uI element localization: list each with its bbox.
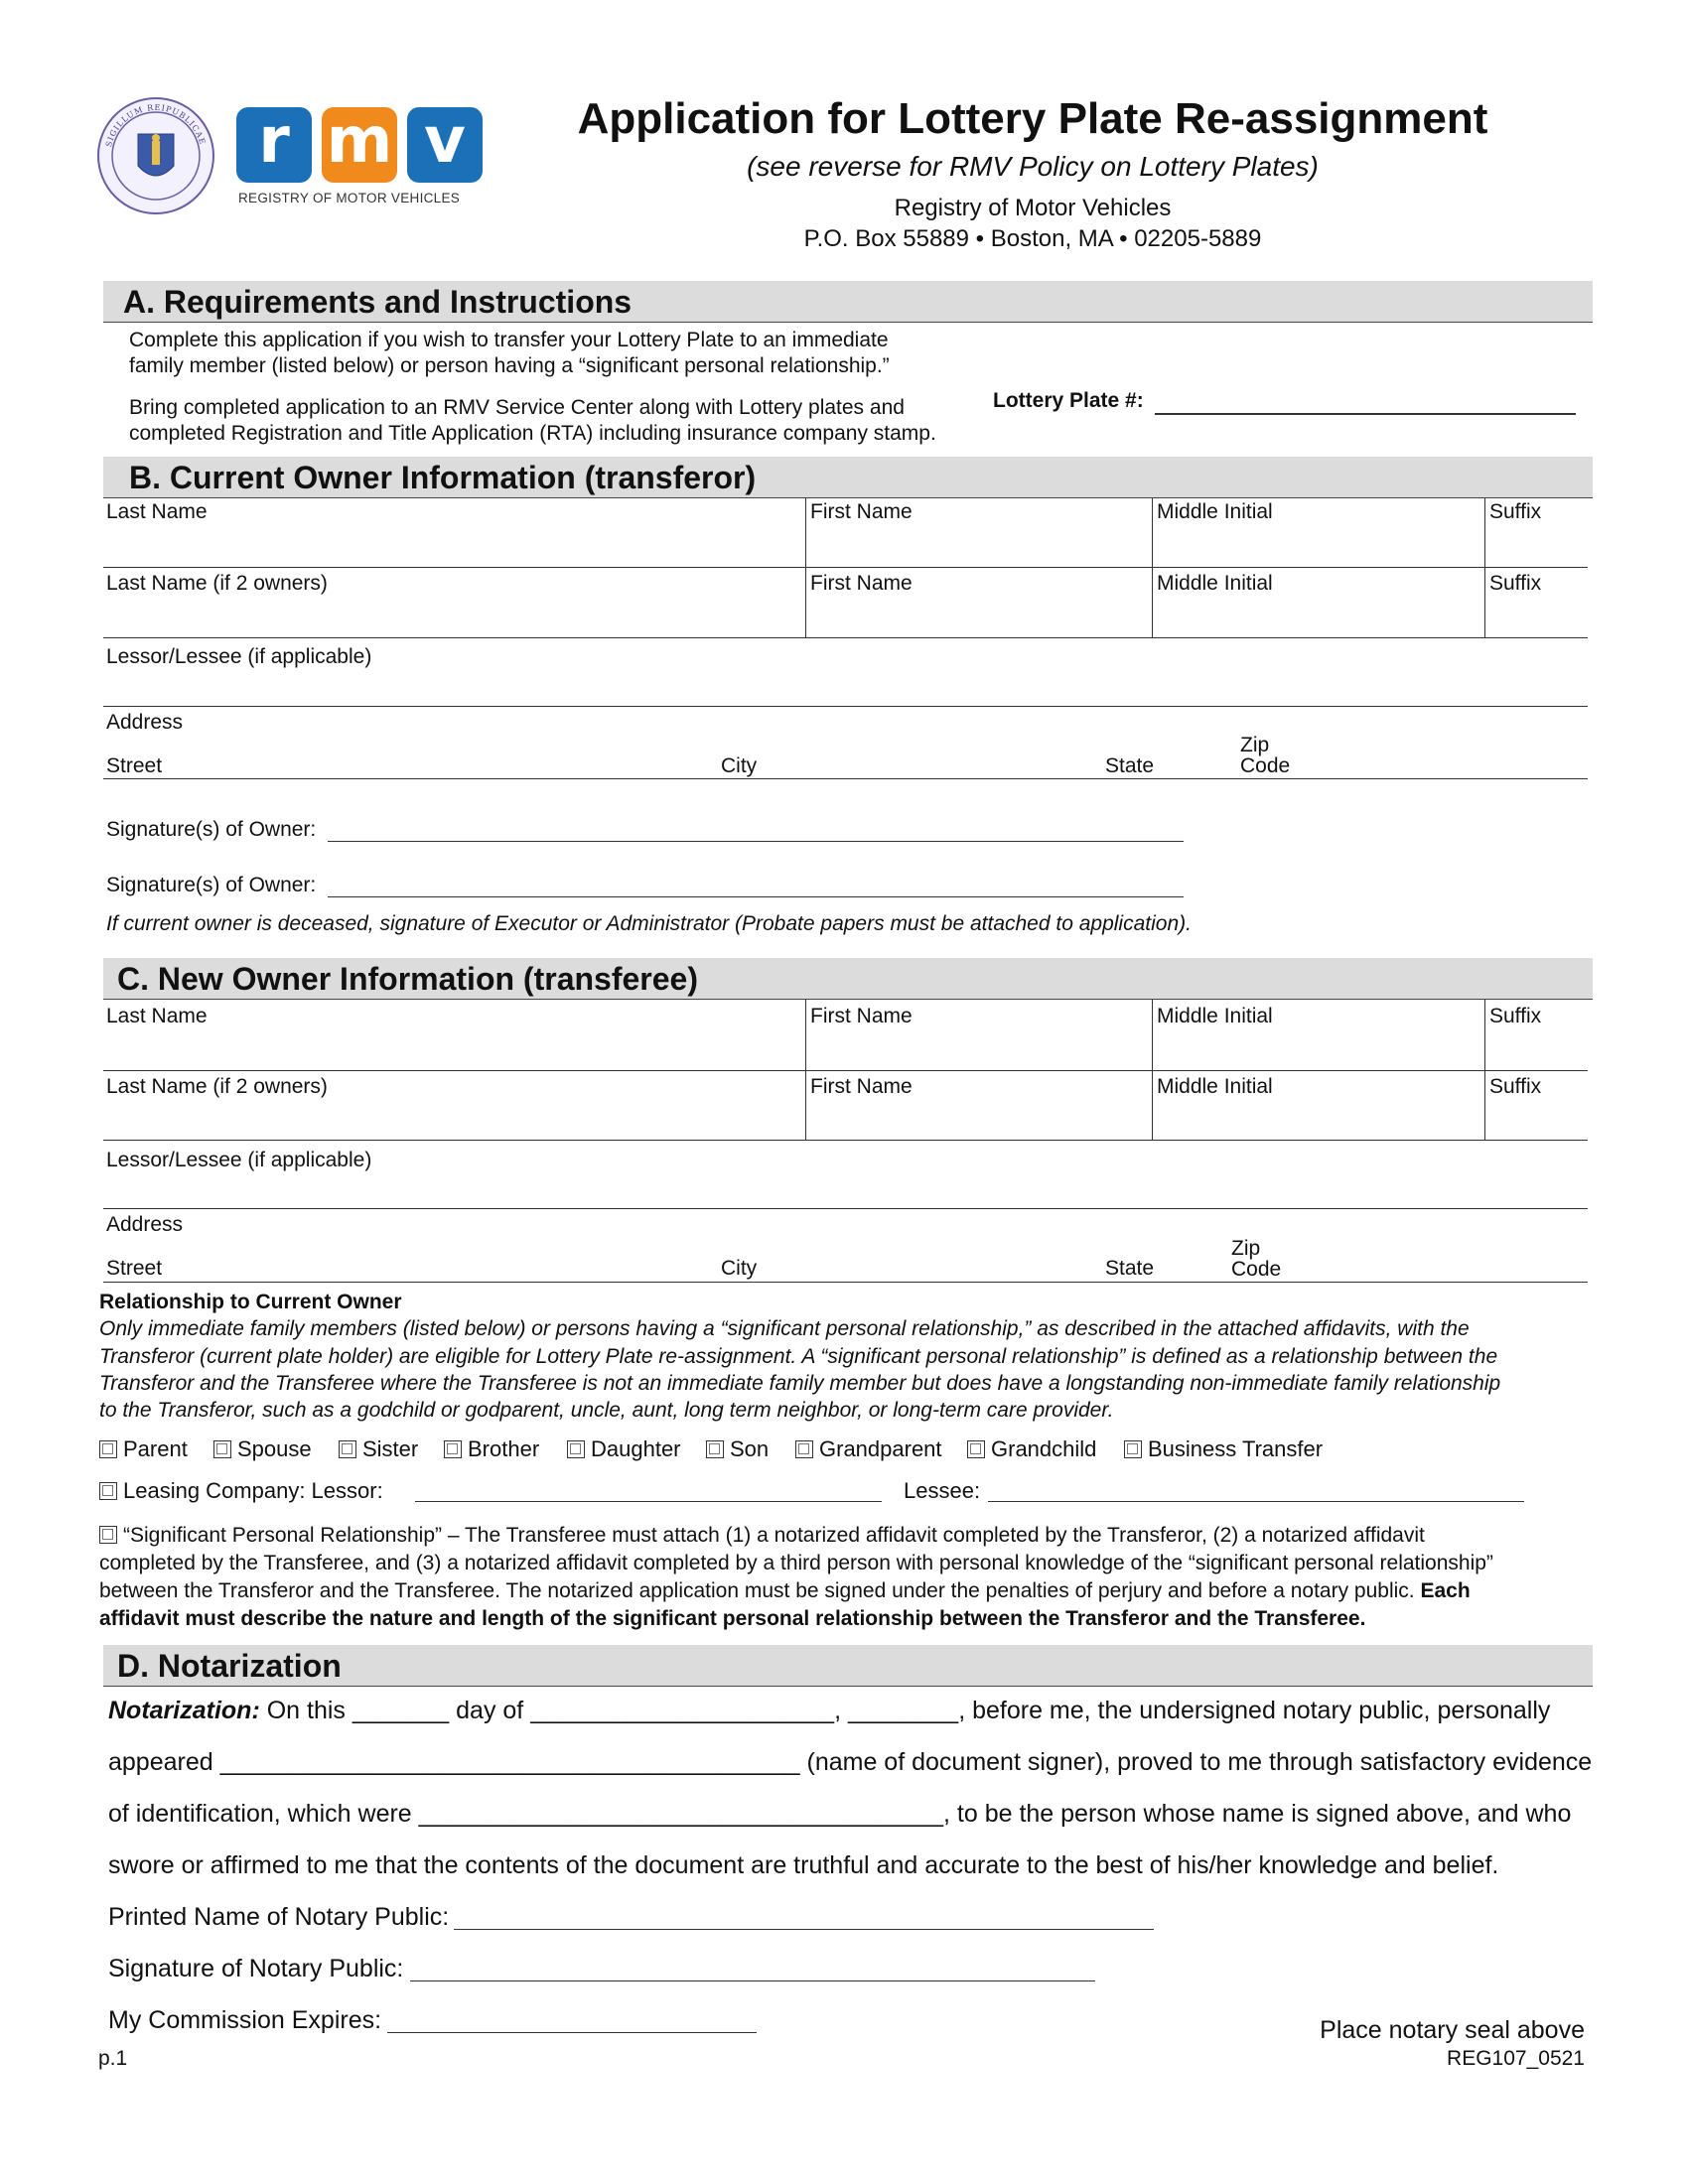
option-sister[interactable] <box>339 1436 418 1462</box>
lottery-plate-label: Lottery Plate #: <box>993 389 1144 412</box>
c-zip-label <box>1231 1238 1281 1280</box>
c-state-label: State <box>1105 1257 1155 1280</box>
relationship-text-3: Transferor and the Transferee where the Transferee is not an immediate family member but does have a longstanding non-immediate family relationship <box>99 1372 1501 1395</box>
option-label: Spouse <box>237 1436 312 1461</box>
checkbox[interactable] <box>99 1526 117 1544</box>
spr-text-2: completed by the Transferee, and (3) a notarized affidavit completed by a third person with personal knowledge of the “significant personal relationship” <box>99 1552 1493 1574</box>
agency-name: Registry of Motor Vehicles <box>894 195 1172 221</box>
relationship-options <box>0 1436 1688 1466</box>
c-address-label: Address <box>106 1213 184 1236</box>
b-zip-word: Zip <box>1240 734 1270 756</box>
b-signature-label-2: Signature(s) of Owner: <box>106 874 317 896</box>
c-middle-initial-label: Middle Initial <box>1157 1005 1273 1027</box>
notary-text-1: On this _______ day of ______________________, ________, before me, the undersigned notary public, personally <box>266 1697 1551 1724</box>
b-deceased-note: If current owner is deceased, signature of Executor or Administrator (Probate papers must be attached to application). <box>106 912 1192 935</box>
b-city-label: City <box>721 754 758 777</box>
spr-paragraph <box>99 1522 1609 1633</box>
b-owner1-field-line[interactable] <box>103 567 1588 568</box>
notary-line-3: of identification, which were ______________________________________, to be the person whose name is signed above, and who <box>108 1800 1572 1828</box>
section-a-para1-line1: Complete this application if you wish to transfer your Lottery Plate to an immediate <box>129 329 889 351</box>
divider <box>805 498 806 638</box>
leasing-label: Leasing Company: Lessor: <box>123 1478 383 1503</box>
lessee-field[interactable] <box>988 1501 1524 1502</box>
option-label: Grandchild <box>991 1436 1097 1461</box>
option-brother[interactable] <box>444 1436 539 1462</box>
c-first-name-2-label: First Name <box>810 1075 913 1098</box>
c-owner1-field-line[interactable] <box>103 1070 1588 1071</box>
spr-text-3: between the Transferor and the Transferee. The notarized application must be signed under the penalties of perjury and before a notary public. <box>99 1579 1415 1602</box>
checkbox[interactable] <box>213 1440 231 1458</box>
checkbox[interactable] <box>339 1440 356 1458</box>
b-signature-field-2[interactable] <box>328 896 1184 897</box>
divider <box>1152 498 1153 638</box>
c-lessor-label: Lessor/Lessee (if applicable) <box>106 1149 372 1171</box>
section-a-para1-line2: family member (listed below) or person having a “significant personal relationship.” <box>129 354 890 377</box>
b-state-label: State <box>1105 754 1155 777</box>
spr-bold-b: affidavit must describe the nature and length of the significant personal relationship between the Transferor and the Transferee. <box>99 1607 1366 1630</box>
checkbox[interactable] <box>99 1482 117 1500</box>
checkbox[interactable] <box>706 1440 724 1458</box>
notary-line-2: appeared __________________________________________ (name of document signer), proved to me through satisfactory evidence <box>108 1748 1593 1776</box>
notary-signature-label: Signature of Notary Public: <box>108 1955 404 1982</box>
rmv-logo-m: m <box>322 107 397 183</box>
c-suffix-2-label: Suffix <box>1489 1075 1542 1098</box>
checkbox[interactable] <box>99 1440 117 1458</box>
agency-address: P.O. Box 55889 • Boston, MA • 02205-5889 <box>803 225 1262 252</box>
notary-signature-field[interactable] <box>410 1980 1095 1981</box>
c-last-name-label: Last Name <box>106 1005 208 1027</box>
b-owner2-field-line[interactable] <box>103 637 1588 638</box>
printed-name-field[interactable] <box>454 1929 1154 1930</box>
option-label: Grandparent <box>819 1436 942 1461</box>
page-number: p.1 <box>98 2047 128 2070</box>
rmv-logo-v: v <box>407 107 483 183</box>
b-last-name-2-label: Last Name (if 2 owners) <box>106 572 328 595</box>
c-suffix-label: Suffix <box>1489 1005 1542 1027</box>
massachusetts-seal-icon <box>96 96 215 215</box>
spr-line-3 <box>99 1577 1609 1605</box>
b-signature-label-1: Signature(s) of Owner: <box>106 818 317 841</box>
option-spouse[interactable] <box>213 1436 312 1462</box>
rmv-logo-caption: REGISTRY OF MOTOR VEHICLES <box>238 191 461 205</box>
spr-line-1 <box>99 1522 1609 1550</box>
c-last-name-2-label: Last Name (if 2 owners) <box>106 1075 328 1098</box>
b-first-name-label: First Name <box>810 500 913 523</box>
b-code-word: Code <box>1240 754 1291 777</box>
b-middle-initial-label: Middle Initial <box>1157 500 1273 523</box>
relationship-text-4: to the Transferor, such as a godchild or godparent, uncle, aunt, long term neighbor, or long-term care provider. <box>99 1399 1114 1422</box>
relationship-text-2: Transferor (current plate holder) are eligible for Lottery Plate re-assignment. A “significant personal relationship” is defined as a relationship between the <box>99 1345 1498 1368</box>
b-suffix-2-label: Suffix <box>1489 572 1542 595</box>
b-first-name-2-label: First Name <box>810 572 913 595</box>
option-label: Sister <box>362 1436 419 1461</box>
option-grandchild[interactable] <box>967 1436 1096 1462</box>
option-label: Business Transfer <box>1148 1436 1324 1461</box>
b-lessor-field-line[interactable] <box>103 706 1588 707</box>
c-address-field-line[interactable] <box>103 1282 1588 1283</box>
checkbox[interactable] <box>967 1440 985 1458</box>
section-a-heading: A. Requirements and Instructions <box>103 281 1593 323</box>
checkbox[interactable] <box>1124 1440 1142 1458</box>
notarization-label: Notarization: <box>108 1697 260 1724</box>
c-owner2-field-line[interactable] <box>103 1140 1588 1141</box>
option-son[interactable] <box>706 1436 769 1462</box>
b-last-name-label: Last Name <box>106 500 208 523</box>
divider <box>1484 498 1485 638</box>
notary-line-4: swore or affirmed to me that the contents of the document are truthful and accurate to the best of his/her knowledge and belief. <box>108 1851 1499 1879</box>
c-first-name-label: First Name <box>810 1005 913 1027</box>
b-zip-label <box>1240 735 1290 776</box>
relationship-text-1: Only immediate family members (listed below) or persons having a “significant personal relationship,” as described in the attached affidavits, with the <box>99 1317 1470 1340</box>
b-address-field-line[interactable] <box>103 778 1588 779</box>
section-d-heading: D. Notarization <box>103 1645 1593 1687</box>
rmv-logo <box>236 104 483 210</box>
b-address-label: Address <box>106 711 184 734</box>
notary-seal-note: Place notary seal above <box>1320 2016 1585 2044</box>
lessor-field[interactable] <box>415 1501 882 1502</box>
c-middle-initial-2-label: Middle Initial <box>1157 1075 1273 1098</box>
commission-label: My Commission Expires: <box>108 2006 382 2034</box>
section-b-heading: B. Current Owner Information (transferor) <box>103 457 1593 498</box>
checkbox[interactable] <box>567 1440 585 1458</box>
section-a-para2-line1: Bring completed application to an RMV Service Center along with Lottery plates and <box>129 396 905 419</box>
rmv-logo-r: r <box>236 107 312 183</box>
c-street-label: Street <box>106 1257 163 1280</box>
option-label: Parent <box>123 1436 188 1461</box>
section-c-heading: C. New Owner Information (transferee) <box>103 958 1593 1000</box>
option-business-transfer[interactable] <box>1124 1436 1323 1462</box>
lottery-plate-field[interactable] <box>1155 413 1576 415</box>
svg-text:SIGILLUM REIPUBLICAE: SIGILLUM REIPUBLICAE <box>103 102 208 148</box>
b-middle-initial-2-label: Middle Initial <box>1157 572 1273 595</box>
option-label: Brother <box>468 1436 540 1461</box>
option-parent[interactable] <box>99 1436 188 1462</box>
b-street-label: Street <box>106 754 163 777</box>
c-city-label: City <box>721 1257 758 1280</box>
relationship-heading: Relationship to Current Owner <box>99 1291 402 1313</box>
section-a-para2-line2: completed Registration and Title Application (RTA) including insurance company stamp. <box>129 422 936 445</box>
page-subtitle: (see reverse for RMV Policy on Lottery Plates) <box>747 151 1319 182</box>
checkbox[interactable] <box>795 1440 813 1458</box>
form-code: REG107_0521 <box>1447 2047 1585 2070</box>
printed-name-label: Printed Name of Notary Public: <box>108 1903 450 1931</box>
b-lessor-label: Lessor/Lessee (if applicable) <box>106 645 372 668</box>
spr-bold-a: Each <box>1420 1579 1471 1602</box>
c-lessor-field-line[interactable] <box>103 1208 1588 1209</box>
checkbox[interactable] <box>444 1440 462 1458</box>
lessee-label: Lessee: <box>904 1478 981 1503</box>
b-suffix-label: Suffix <box>1489 500 1542 523</box>
c-code-word: Code <box>1231 1258 1282 1281</box>
c-zip-word: Zip <box>1231 1237 1261 1260</box>
option-label: Son <box>730 1436 770 1461</box>
option-grandparent[interactable] <box>795 1436 942 1462</box>
page-title: Application for Lottery Plate Re-assignment <box>577 94 1488 143</box>
notary-line-1 <box>108 1697 1550 1725</box>
b-signature-field-1[interactable] <box>328 841 1184 842</box>
commission-field[interactable] <box>387 2032 757 2033</box>
option-leasing-company[interactable] <box>99 1478 383 1504</box>
option-daughter[interactable] <box>567 1436 681 1462</box>
spr-text-1: “Significant Personal Relationship” – The Transferee must attach (1) a notarized affidavit completed by the Transferor, (2) a notarized affidavit <box>123 1524 1425 1547</box>
option-label: Daughter <box>591 1436 681 1461</box>
